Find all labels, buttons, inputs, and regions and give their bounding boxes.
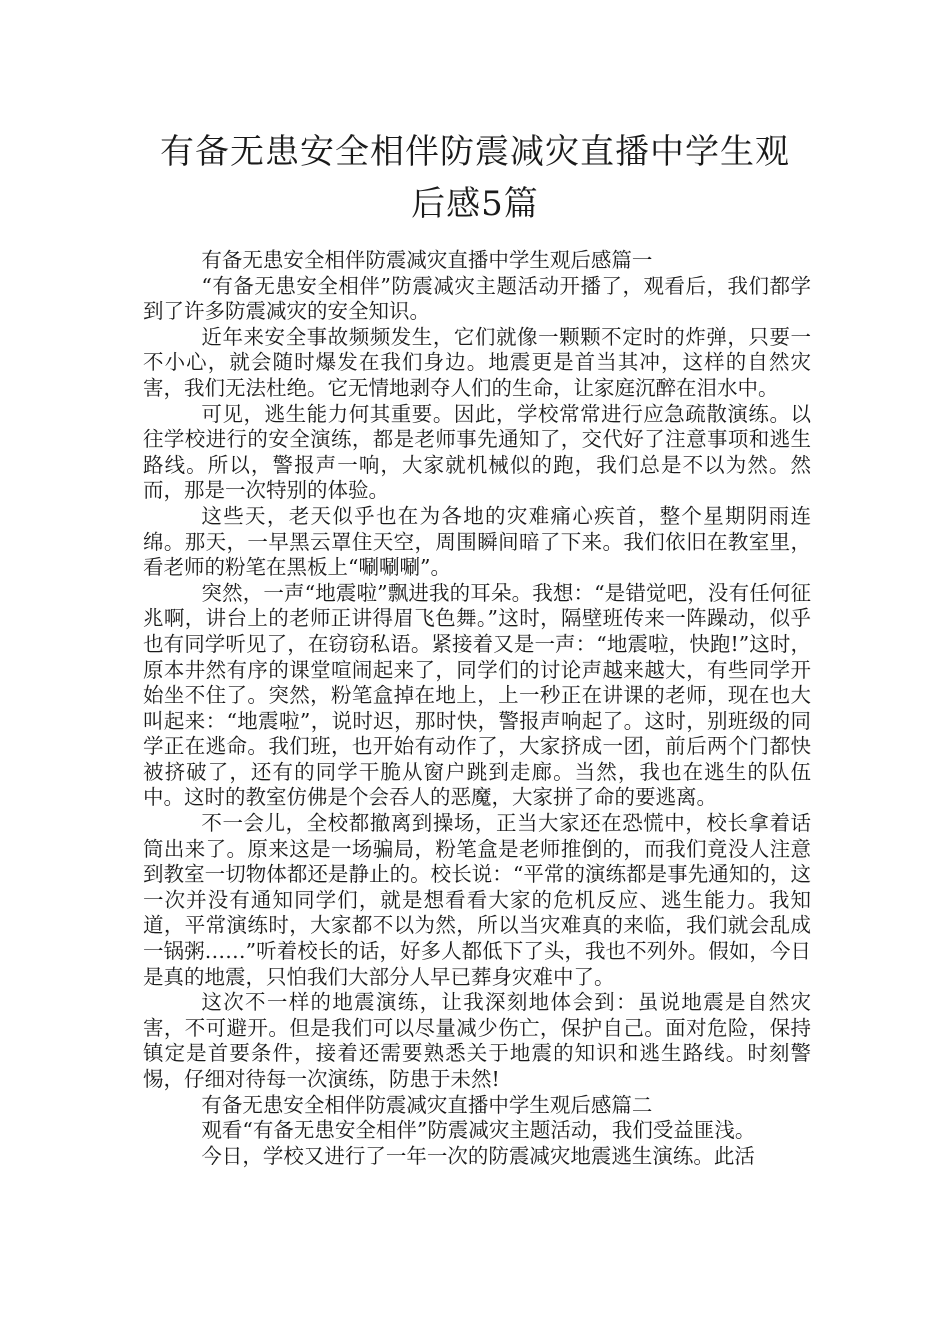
section-heading-2: 有备无患安全相伴防震减灾直播中学生观后感篇二 (201, 1092, 653, 1117)
document-body (143, 248, 811, 1169)
paragraph: 这些天，老天似乎也在为各地的灾难痛心疾首，整个星期阴雨连绵。那天，一早黑云罩住天空，周围瞬间暗了下来。我们依旧在教室里，看老师的粉笔在黑板上“唰唰唰”。 (143, 503, 811, 580)
title-line-1: 有备无患安全相伴防震减灾直播中学生观 (160, 132, 790, 172)
paragraph: 今日，学校又进行了一年一次的防震减灾地震逃生演练。此活 (201, 1143, 755, 1168)
paragraph: 观看“有备无患安全相伴”防震减灾主题活动，我们受益匪浅。 (201, 1118, 756, 1143)
title-line-2: 后感5篇 (411, 184, 539, 224)
paragraph: 不一会儿，全校都撤离到操场，正当大家还在恐慌中，校长拿着话筒出来了。原来这是一场骗局，粉笔盒是老师推倒的，而我们竟没人注意到教室一切物体都还是静止的。校长说：“平常的演练都是事先通知的，这一次并没有通知同学们，就是想看看大家的危机反应、逃生能力。我知道，平常演练时，大家都不以为然，所以当灾难真的来临，我们就会乱成一锅粥……”听着校长的话，好多人都低下了头，我也不列外。假如，今日是真的地震，只怕我们大部分人早已葬身灾难中了。 (143, 811, 811, 989)
section-heading-1: 有备无患安全相伴防震减灾直播中学生观后感篇一 (201, 248, 653, 272)
paragraph: 突然，一声“地震啦”飘进我的耳朵。我想：“是错觉吧，没有任何征兆啊，讲台上的老师正讲得眉飞色舞。”这时，隔壁班传来一阵躁动，似乎也有同学听见了，在窃窃私语。紧接着又是一声：“地震啦，快跑!”这时，原本井然有序的课堂喧闹起来了，同学们的讨论声越来越大，有些同学开始坐不住了。突然，粉笔盒掉在地上，上一秒正在讲课的老师，现在也大叫起来：“地震啦”，说时迟，那时快，警报声响起了。这时，别班级的同学正在逃命。我们班，也开始有动作了，大家挤成一团，前后两个门都快被挤破了，还有的同学干脆从窗户跳到走廊。当然，我也在逃生的队伍中。这时的教室仿佛是个会吞人的恶魔，大家拼了命的要逃离。 (143, 580, 811, 810)
paragraph: 近年来安全事故频频发生，它们就像一颗颗不定时的炸弹，只要一不小心，就会随时爆发在我们身边。地震更是首当其冲，这样的自然灾害，我们无法杜绝。它无情地剥夺人们的生命，让家庭沉醉在泪水中。 (143, 324, 811, 400)
paragraph: 可见，逃生能力何其重要。因此，学校常常进行应急疏散演练。以往学校进行的安全演练，都是老师事先通知了，交代好了注意事项和逃生路线。所以，警报声一响，大家就机械似的跑，我们总是不以为然。然而，那是一次特别的体验。 (143, 401, 811, 503)
paragraph: 这次不一样的地震演练，让我深刻地体会到：虽说地震是自然灾害，不可避开。但是我们可以尽量减少伤亡，保护自己。面对危险，保持镇定是首要条件，接着还需要熟悉关于地震的知识和逃生路线。时刻警惕，仔细对待每一次演练，防患于未然! (143, 990, 811, 1091)
document-title (100, 126, 850, 230)
paragraph: “有备无患安全相伴”防震减灾主题活动开播了，观看后，我们都学到了许多防震减灾的安全知识。 (143, 273, 811, 324)
